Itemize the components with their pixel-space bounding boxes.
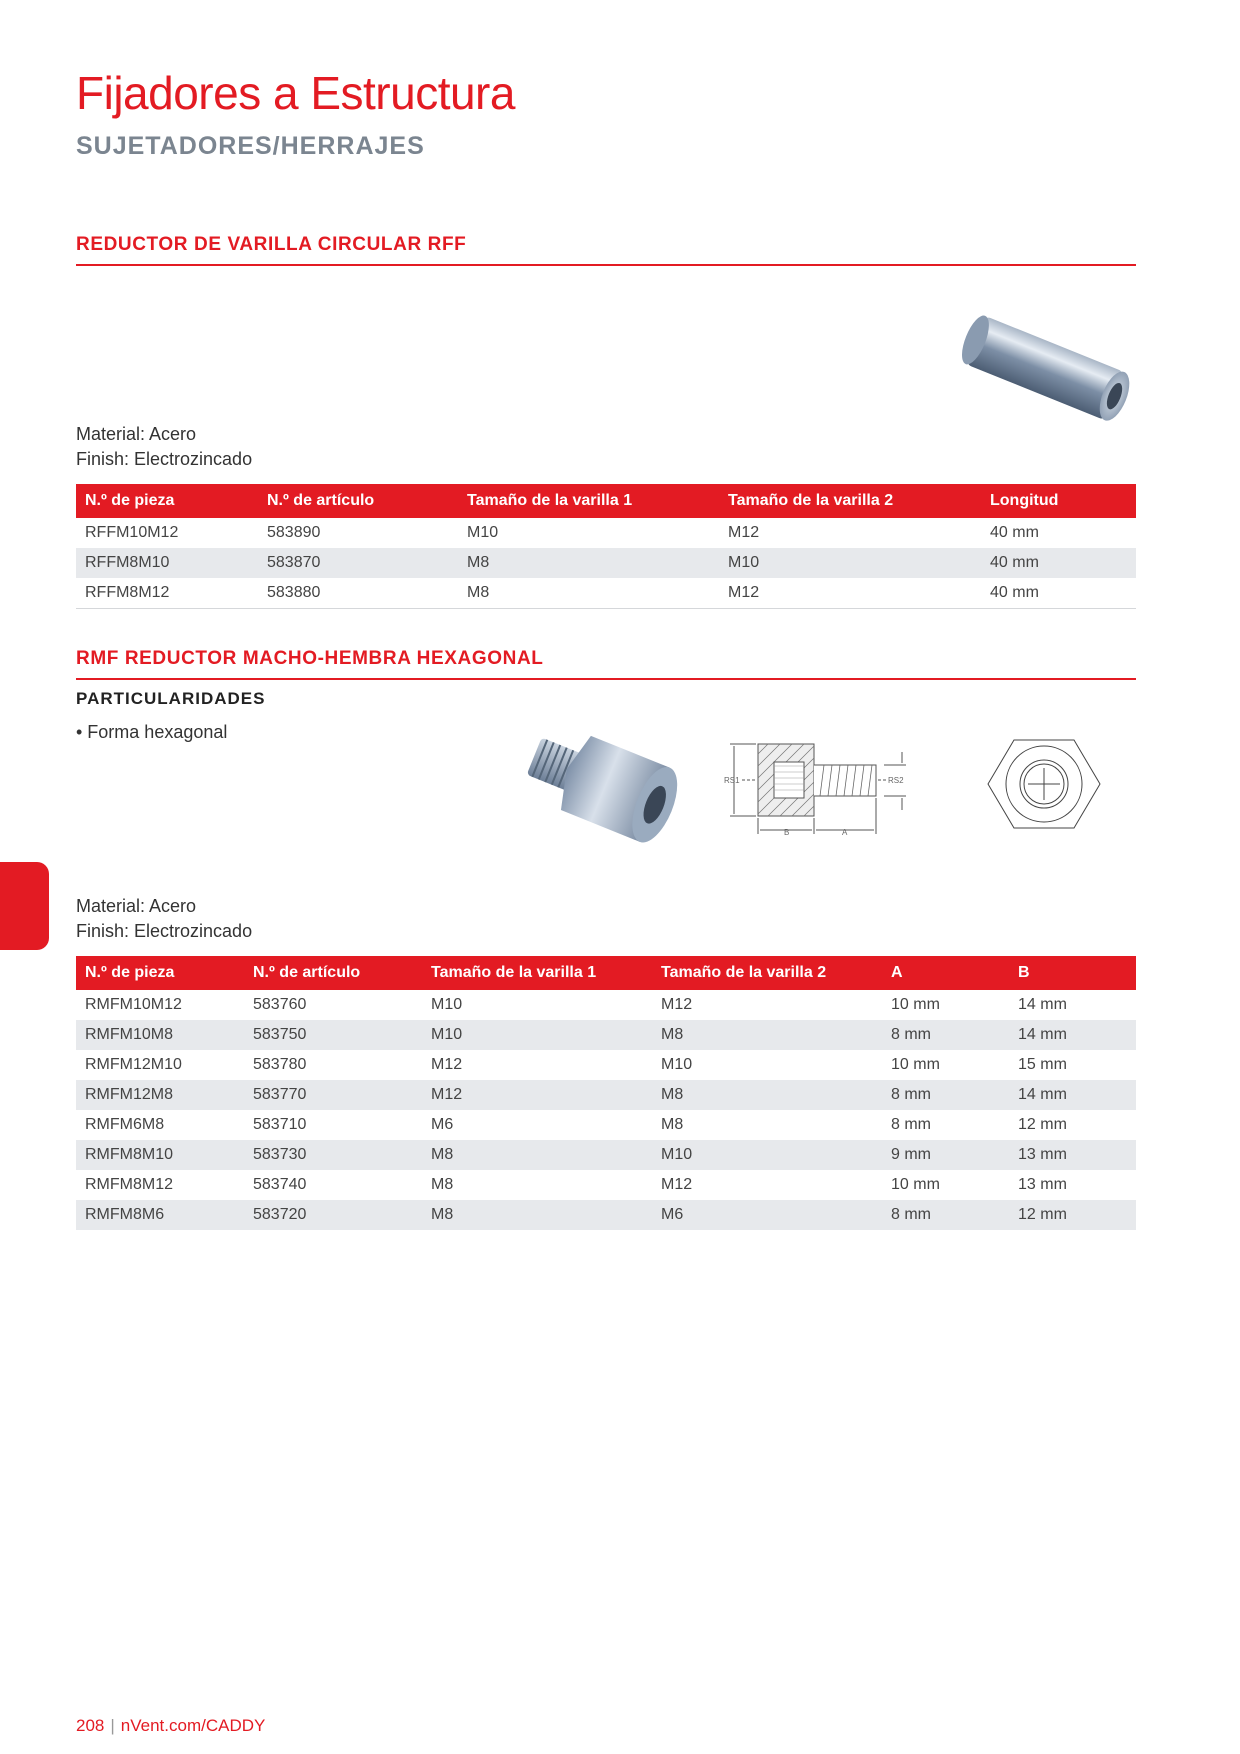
cell-rod-size-2: M10	[652, 1140, 882, 1170]
a-dimension-label: A	[842, 828, 848, 837]
col-header-b: B	[1009, 956, 1136, 990]
cell-rod-size-1: M8	[458, 548, 719, 578]
cell-a: 10 mm	[891, 1176, 940, 1193]
cell-b: 12 mm	[1009, 1200, 1136, 1230]
table-row	[76, 518, 1136, 548]
reducer-section-diagram	[726, 738, 916, 838]
cell-article-no: 583770	[244, 1080, 422, 1110]
cell-a: 9 mm	[882, 1140, 1009, 1170]
cell-rod-size-2: M8	[652, 1020, 882, 1050]
cell-article-no: 583730	[244, 1140, 422, 1170]
cell-article-no: 583890	[267, 524, 321, 541]
table-row	[76, 1020, 1136, 1050]
cell-article-no: 583710	[253, 1116, 307, 1133]
cell-b: 13 mm	[1018, 1176, 1067, 1193]
cell-part-no: RMFM12M8	[76, 1080, 244, 1110]
rmf-spec-table	[76, 956, 1136, 1230]
col-header-rod-size-1: Tamaño de la varilla 1	[422, 956, 652, 990]
table-row	[76, 1050, 1136, 1080]
cell-part-no: RMFM6M8	[85, 1116, 165, 1133]
cell-rod-size-1: M8	[458, 578, 719, 608]
section-side-tab	[0, 862, 49, 950]
round-rod-coupler-photo	[950, 314, 1150, 424]
section-heading-rmf: RMF REDUCTOR MACHO-HEMBRA HEXAGONAL	[76, 648, 1136, 680]
col-header-rod-size-1: Tamaño de la varilla 1	[458, 484, 719, 518]
rs2-label: RS2	[888, 776, 904, 785]
cell-article-no: 583740	[253, 1176, 307, 1193]
cell-a: 8 mm	[882, 1080, 1009, 1110]
cell-article-no: 583750	[244, 1020, 422, 1050]
cell-article-no: 583870	[258, 548, 458, 578]
col-header-a: A	[882, 956, 1009, 990]
cell-a: 8 mm	[882, 1200, 1009, 1230]
cell-b: 13 mm	[1009, 1140, 1136, 1170]
finish-text: Finish: Electrozincado	[76, 921, 253, 941]
cell-a: 8 mm	[882, 1020, 1009, 1050]
cell-rod-size-1: M10	[431, 996, 463, 1013]
cell-article-no: 583720	[244, 1200, 422, 1230]
col-header-article-no: N.º de artículo	[244, 956, 422, 990]
cell-rod-size-1: M12	[422, 1080, 652, 1110]
cell-length: 40 mm	[981, 578, 1136, 608]
cell-part-no: RMFM8M10	[76, 1140, 244, 1170]
material-text: Material: Acero	[76, 424, 197, 444]
cell-part-no: RMFM8M12	[85, 1176, 174, 1193]
cell-length: 40 mm	[981, 548, 1136, 578]
page-number: 208	[76, 1716, 105, 1735]
cell-rod-size-2: M10	[661, 1056, 693, 1073]
cell-rod-size-2: M8	[661, 1116, 684, 1133]
cell-rod-size-2: M12	[661, 1176, 693, 1193]
table-row	[76, 1170, 1136, 1200]
col-header-part-no: N.º de pieza	[76, 484, 258, 518]
cell-rod-size-2: M12	[719, 578, 981, 608]
table-header-row	[76, 956, 1136, 990]
rs1-label: RS1	[724, 776, 740, 785]
cell-a: 10 mm	[891, 996, 940, 1013]
cell-b: 14 mm	[1018, 996, 1067, 1013]
col-header-rod-size-2: Tamaño de la varilla 2	[719, 484, 981, 518]
section-heading-rff: REDUCTOR DE VARILLA CIRCULAR RFF	[76, 234, 1136, 266]
features-heading: PARTICULARIDADES	[76, 689, 266, 708]
rff-spec-table	[76, 484, 1136, 609]
cell-rod-size-1: M8	[431, 1176, 454, 1193]
table-row	[76, 1200, 1136, 1230]
cell-rod-size-2: M8	[652, 1080, 882, 1110]
hex-reducer-photo	[518, 718, 688, 853]
table-row	[76, 990, 1136, 1020]
col-header-length: Longitud	[981, 484, 1136, 518]
cell-b: 14 mm	[1009, 1080, 1136, 1110]
table-row	[76, 1110, 1136, 1140]
footer-separator: |	[110, 1716, 115, 1735]
b-dimension-label: B	[784, 828, 790, 837]
cell-b: 14 mm	[1009, 1020, 1136, 1050]
cell-a: 8 mm	[891, 1116, 931, 1133]
page-footer	[76, 1716, 265, 1736]
footer-site-link[interactable]: nVent.com/CADDY	[120, 1716, 266, 1735]
cell-article-no: 583880	[258, 578, 458, 608]
cell-rod-size-1: M8	[422, 1200, 652, 1230]
hex-end-view-diagram	[984, 736, 1104, 832]
cell-part-no: RMFM10M12	[85, 996, 182, 1013]
cell-rod-size-1: M12	[431, 1056, 463, 1073]
cell-part-no: RFFM10M12	[85, 524, 179, 541]
cell-rod-size-2: M10	[719, 548, 981, 578]
cell-rod-size-1: M10	[422, 1020, 652, 1050]
cell-part-no: RMFM10M8	[76, 1020, 244, 1050]
cell-article-no: 583780	[253, 1056, 307, 1073]
table-row	[76, 1080, 1136, 1110]
cell-rod-size-2: M6	[652, 1200, 882, 1230]
cell-part-no: RFFM8M12	[76, 578, 258, 608]
cell-part-no: RMFM12M10	[85, 1056, 182, 1073]
col-header-part-no: N.º de pieza	[76, 956, 244, 990]
cell-article-no: 583760	[253, 996, 307, 1013]
cell-rod-size-2: M12	[661, 996, 693, 1013]
table-row	[76, 578, 1136, 608]
table-row	[76, 1140, 1136, 1170]
cell-a: 10 mm	[891, 1056, 940, 1073]
cell-length: 40 mm	[990, 524, 1039, 541]
cell-b: 12 mm	[1018, 1116, 1067, 1133]
cell-rod-size-1: M6	[431, 1116, 454, 1133]
table-row	[76, 548, 1136, 578]
cell-b: 15 mm	[1018, 1056, 1067, 1073]
table-header-row	[76, 484, 1136, 518]
feature-item: • Forma hexagonal	[76, 722, 228, 742]
cell-rod-size-2: M12	[728, 524, 760, 541]
page-subtitle: SUJETADORES/HERRAJES	[76, 132, 425, 160]
material-text: Material: Acero	[76, 896, 197, 916]
cell-part-no: RFFM8M10	[76, 548, 258, 578]
cell-rod-size-1: M10	[467, 524, 499, 541]
col-header-article-no: N.º de artículo	[258, 484, 458, 518]
cell-part-no: RMFM8M6	[76, 1200, 244, 1230]
cell-rod-size-1: M8	[422, 1140, 652, 1170]
page-title: Fijadores a Estructura	[76, 67, 515, 119]
finish-text: Finish: Electrozincado	[76, 449, 253, 469]
col-header-rod-size-2: Tamaño de la varilla 2	[652, 956, 882, 990]
